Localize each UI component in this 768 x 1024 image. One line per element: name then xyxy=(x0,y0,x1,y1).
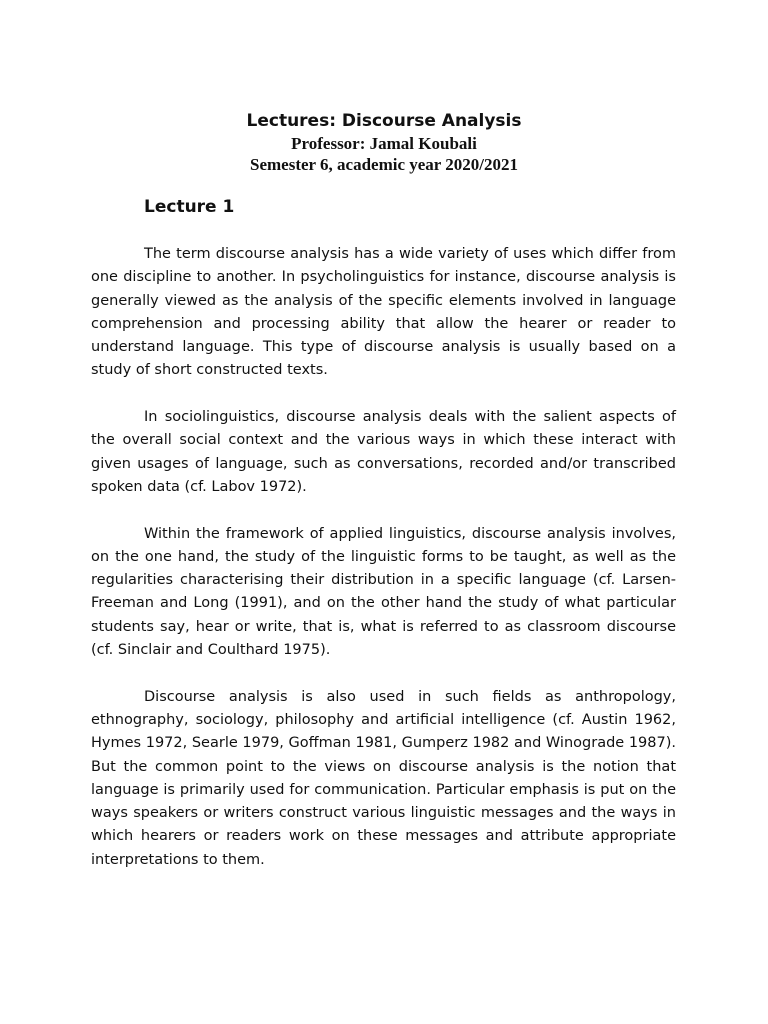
professor-line: Professor: Jamal Koubali xyxy=(291,134,477,153)
semester-line: Semester 6, academic year 2020/2021 xyxy=(250,155,518,174)
lecture-body xyxy=(91,243,676,895)
paragraph-4: Discourse analysis is also used in such fields as anthropology, ethnography, sociology, philosophy and artificial intelligence (cf. Austin 1962, Hymes 1972, Searle 1979, Goffman 1981, Gumperz 1982 and Winograde 1987). But the common point to the views on discourse analysis is the notion that language is primarily used for communication. Particular emphasis is put on the ways speakers or writers construct various linguistic messages and the ways in which hearers or readers work on these messages and attribute appropriate interpretations to them. xyxy=(91,688,676,868)
paragraph-1: The term discourse analysis has a wide variety of uses which differ from one discipline to another. In psycholinguistics for instance, discourse analysis is generally viewed as the analysis of the specific elements involved in language comprehension and processing ability that allow the hearer or reader to understand language. This type of discourse analysis is usually based on a study of short constructed texts. xyxy=(91,246,676,379)
paragraph-3: Within the framework of applied linguistics, discourse analysis involves, on the one hand, the study of the linguistic forms to be taught, as well as the regularities characterising their distribution in a specific language (cf. Larsen-Freeman and Long (1991), and on the other hand the study of what particular students say, hear or write, that is, what is referred to as classroom discourse (cf. Sinclair and Coulthard 1975). xyxy=(91,525,676,659)
paragraph-2: In sociolinguistics, discourse analysis deals with the salient aspects of the overall social context and the various ways in which these interact with given usages of language, such as conversations, recorded and/or transcribed spoken data (cf. Labov 1972). xyxy=(91,409,676,495)
lecture-heading: Lecture 1 xyxy=(144,197,235,217)
document-title: Lectures: Discourse Analysis xyxy=(246,111,522,131)
